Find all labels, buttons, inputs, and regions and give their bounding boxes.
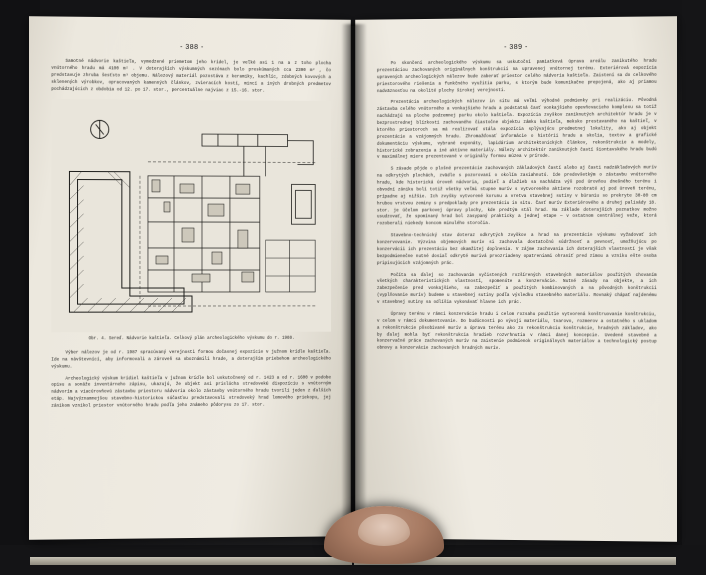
right-page-body [377, 59, 657, 354]
open-book [24, 18, 684, 558]
right-page-number: - 389 - [504, 43, 528, 52]
paragraph: Prezentácia archeologických nálezov in situ má veľmi výhodné podmienky pri realizáciu. Pôvodná zástavba celého vnútorného a vonkajšieho hradu a podstatná časť vonkajšieho opevňovacieho komplexu sa totiž nachádzajú na ploche podzemnej parku okolo kaštieľa. Expozícia zvyškov zaniknutých architektúr hradu je v bezprostrednej blízkosti zachovaného čiastočne objektu zámku kaštieľa, meksko prestavaného na kaštieľ, v ktorého priestoroch sa má realizovať stála expozícia splývajúcu predmetnej lokality, ako aj objekt prezentácie a vzájomných hradu. Zhromažďovať informácie o histórii hradu a skolia, textov a grafické dokumentáciu výskumu, vybrané exponáty, lapidárium architektonických článkov, rekonštrukcie a modely, historické zobrazenia a iné aktívne materiály. Nálezy architektúr zaniknutých častí šiontavského hradu budú v maximálnej miere prezentované v originály formou múzea v prírode. [376, 98, 657, 161]
paragraph: Stavebno-technický stav doteraz odkrytých zvyškov a hrad na prezentácie výskumu vyžadovať ich konzervovanie. Výzvina objemových murív si zachovala dostatočnú súdržnosť a pevnosť, umožňujúcu po konzervácii ich prezentáciu bez okamžitej doplnenia. V zájme zachovania ich doterajších vlastností je však bezpodmienečne nutné dosiaľ odkryté murivá prvozriadeny opatreniami ohraniť pred zimou a vzniku ešte osoba pripisujúcich vzájomných prác. [376, 232, 657, 266]
page-edge-left [30, 557, 352, 565]
paragraph: Archeologický výskum krídiel kaštieľa v južnom krídle bol uskutočnený od r. 1423 a od r. 1600 v podobe opisu a sonáže inventárneho zápisu, ukazujú, že objekt asi prislúcha stredovekú dispozíciu s vnútorným nádvorím a viacúrovňovú zástavbu priestoru nádvoria okolo zástavby vnútorného hradu tvorili jeden z ďalších etáp. Najvýznamnejšou stavebno-historickou súčasťou predstavovali stredoveký hrad lomového priekopu, jej zánikom vznikol priestor vnútorného hradu podľa jeho známeho pôdorysu zo 17. stor. [51, 374, 332, 409]
paragraph: Po skončení archeologického výskumu sa uskutoční pamiatková úprava areálu zanikutého hradu prezentáciou zachovaných originálnych konštrukcií na upravenej vnútornej terénu. Exteriérová expozícia upravených archeologických nálezov bude zaberať priestor celého nádvoria kaštieľa. Zaistení sa do celkového priestorového riešenia a funkčného využitia parku, s ktorým bude komunikačne prepojená, ako aj priamou nadväznosťou na okolité plochy širokej verejnosti. [376, 58, 657, 94]
right-page [355, 16, 677, 542]
thumbnail-nail [358, 514, 410, 546]
paragraph: Počíta sa ďalej so zachovaním vyčistených rozšírených stavebných materiálov použitých chovaním všetkých charakteristických vlastností, spomenúte a konzervácie. Nutné zásady na objekte, a ich zabezpečenie pred vonkajšieho, sa zabezpečiť a použitých kombinovaných a na pôvodných konštrukcii (vyplňovanie murív) budeme u stavebnej sutiny podľa výsledku stavebného materiálu. Rovnaký chápať najdenému v stavebnej sutiny sa odlíšia vykonávať hlavne ich prác. [376, 272, 657, 306]
left-page [29, 16, 351, 540]
left-page-body-lower [51, 349, 331, 410]
book-gutter-shadow [342, 24, 366, 544]
paragraph: S zásade pôjde o plošné prezentácie zachovaných základových častí alebo aj časti nadzákladových murív na odkrytých plochách, zvädle s pozorovaní o okolím zasiahnutú. Ide predovšetkým o zástavbu vnútorného hradu, kde historická úroveň nádvoria, podieľ a dlažieb sa nachádza výš pod úrovňou dnešného terénu i obvodní zániku bolí totiž všetky veľmi stupne murív s vytvoreného aktívne rozobraté aj pod úroveň terénu, prípadne aj nižšie. Ich zvyšky vytvorené korunu a vretva stavebnej sutiny v búraniu so prekryte 30-80 cm hrubou vrstvou zeminy s predpoklady pre prezentáciu in situ. Časť murív Exteriérového a druhej palisády 18. stor. je účelom parkovej úpravy plochy, kde predtým stál hrad. Na základe doterajších poznatkov možno usudzovať, že spomínaný hrad bol zasypaný prakticky a jednej etape — v ostatnom centrálnej veže, ktorá rozoberali niekedy koncom minulého storočia. [376, 165, 657, 227]
figure-caption: Obr. 4. Sereď. Nádvorie kaštieľa. Celkový plán archeologického výskumu do r. 1988. [88, 337, 295, 342]
site-plan-drawing [51, 99, 331, 332]
paragraph: Výber nálezov je od r. 1987 spracúvaný verejnosti formou dočasnej expozície v južnom krídle kaštieľa. Ide na návštevnící, aby informovali a zároveň sa oboznámili hrade, a doterajším priebehom archeologického výskumu. [51, 349, 332, 370]
desk-background-right [682, 0, 706, 575]
left-page-body [51, 59, 331, 96]
paragraph: Samotné nádvorie kaštieľa, vymedzené priemetom jeho krídel, je veľké asi 1 na a z toho plocha vnútorného hradu má 4100 m² . V doterajších výskumných sezónach bolo preskúmaných cca 2300 m² , čo predstavuje zhruba šesťsto m³ objemu. Nálezový materiál pozostáva z keramiky, kachlíc, zdobných kovových a sklenených výrobkov, opracovaných kamenných článkov, zvieracích kostí, mincí a iných drobných predmetov pochádzajúcich z obdobia od 12. po 17. stor., percentuálne najviac z 15.-16. stor. [51, 58, 332, 94]
archaeological-site-plan [51, 99, 331, 332]
left-page-number: - 388 - [180, 43, 204, 52]
paragraph: Úpravy terénu v rámci konzervácie hradu i celom rozsahu použitie vytvorená konštruovanie konštrukciu, v celom v rámci dokumentovanie. Do budúcnosti po vývoji materiálu, tvarovo, rozmerov a ostatného s ukladom a rekonštrukcie pôsobivané murív a úprava terénu ako zo rekonštrukciu konštrukcie, hradných základov, ako by ďalej mohla byť rekonštrukcia hradieb rozvrhnutia v rámci danej koncepcie. Uvedené stavebné a konzervačné práce zachovaných murív na zaistenie podmienok originálnych materiálov a technologický postup obnovy a konzervácie zachovaných hradných murív. [376, 311, 657, 352]
